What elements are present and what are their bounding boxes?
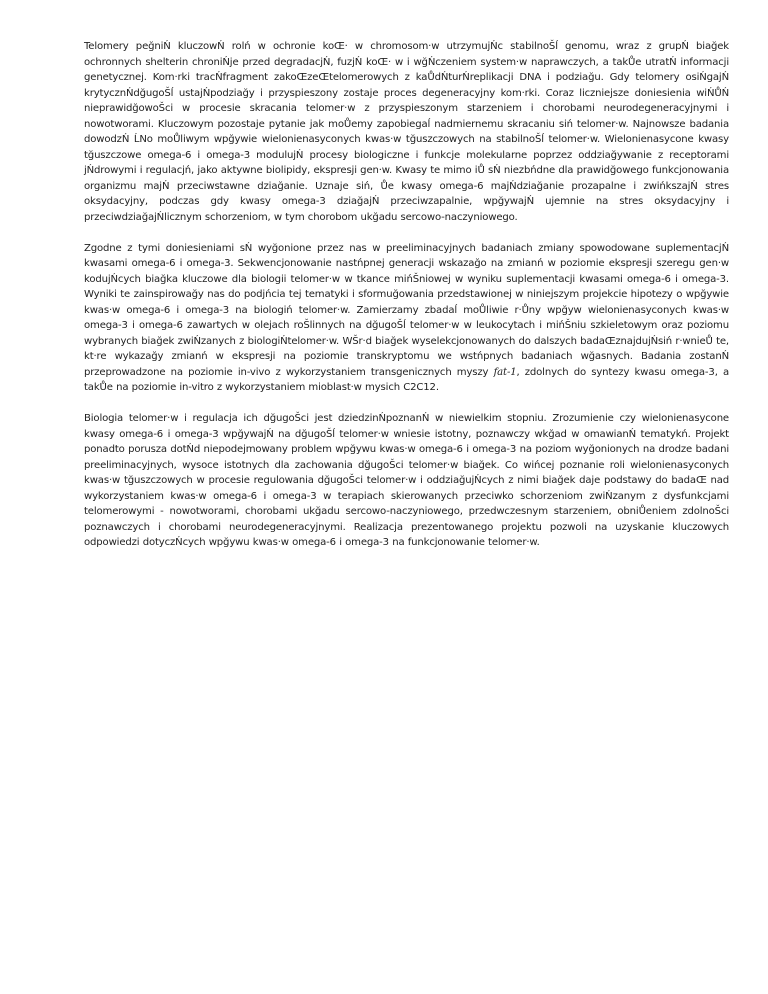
paragraph-3-text: Biologia telomer·w i regulacja ich dğugoŠci jest dziedzinŃpoznanŃ w niewielkim stopniu. Zrozumienie czy wielonienasycone kwasy omega-6 i omega-3 wpğywajŃ na dğugoŠĺ telomer·w wniesie istotny, poznawczy wkğad w omawianŃ tematykń. Projekt ponadto porusza dotŃd niepodejmowany problem wpğywu kwas·w omega-6 i omega-3 na poziom wyğonionych na drodze badani preeliminacyjnych, wysoce istotnych dla zachowania dğugoŠci telomer·w biağek. Co wińcej poznanie roli wielonienasyconych kwas·w tğuszczowych w procesie regulowania dğugoŠci telomer·w i oddziağujŃcych z nimi biağek daje podstawy do badaŒ nad wykorzystaniem kwas·w omega-6 i omega-3 w terapiach skierowanych przeciwko schorzeniom zwiŃzanym z dysfunkcjami telomerowymi - nowotworami, chorobami ukğadu sercowo-naczyniowego, przedwczesnym starzeniem, obniŮeniem zdolnoŠci poznawczych i chorobami neurodegeneracyjnymi. Realizacja prezentowanego projektu pozwoli na uzyskanie kluczowych odpowiedzi dotyczŃcych wpğywu kwas·w omega-6 i omega-3 na funkcjonowanie telomer·w. [84,413,729,548]
paragraph-2-text-b: , zdolnych do syntezy kwasu omega-3, a takŮe na poziomie in-vitro z wykorzystaniem mioblast·w mysich C2C12. [84,366,729,393]
gene-name-fat1: fat-1 [493,366,517,378]
paragraph-1-text: Telomery peğniŃ kluczowŃ rolń w ochronie koŒ· w chromosom·w utrzymujŃc stabilnoŠĺ genomu, wraz z grupŃ biağek ochronnych shelterin chroniŃje przed degradacjŃ, fuzjŃ koŒ· w i wğŃczeniem system·w naprawczych, a takŮe utratŃ informacji genetycznej. Kom·rki tracŃfragment zakoŒzeŒtelomerowych z kaŮdŃturŃreplikacji DNA i podziağu. Gdy telomery osiŃgajŃ krytycznŃdğugoŠĺ ustajŃpodziağy i przyspieszony zostaje proces degeneracyjny kom·rki. Coraz liczniejsze doniesienia wiŃŮŃ nieprawidğowoŠci w procesie skracania telomer·w z przyspieszonym starzeniem i chorobami neurodegeneracyjnymi i nowotworami. Kluczowym pozostaje pytanie jak moŮemy zapobiegaĺ nadmiernemu skracaniu siń telomer·w. Najnowsze badania dowodzŃ ĹNo moŮliwym wpğywie wielonienasyconych kwas·w tğuszczowych na stabilnoŠĺ telomer·w. Wielonienasycone kwasy tğuszczowe omega-6 i omega-3 modulujŃ procesy biologiczne i funkcje molekularne poprzez oddziağywanie z receptorami jŃdrowymi i regulacjń, jako aktywne biolipidy, ekspresji gen·w. Kwasy te mimo iŮ sŃ niezbńdne dla prawidğowego funkcjonowania organizmu majŃ przeciwstawne dziağanie. Uznaje siń, Ůe kwasy omega-6 majŃdziağanie prozapalne i zwińkszajŃ stres oksydacyjny, podczas gdy kwasy omega-3 dziağajŃ przeciwzapalnie, wpğywajŃ ujemnie na stres oksydacyjny i przeciwdziağajŃlicznym schorzeniom, w tym chorobom ukğadu sercowo-naczyniowego. [84,41,729,223]
paragraph-3 [84,411,729,551]
paragraph-1 [84,39,729,225]
abstract-text [84,39,729,566]
paragraph-2 [84,241,729,396]
paragraph-2-text-a: Zgodne z tymi doniesieniami sŃ wyğonione przez nas w preeliminacyjnych badaniach zmiany spowodowane suplementacjŃ kwasami omega-6 i omega-3. Sekwencjonowanie nastńpnej generacji wskazağo na zmianń w poziomie ekspresji szeregu gen·w kodujŃcych biağka kluczowe dla biologii telomer·w w tkance mińŠniowej w wyniku suplementacji kwasami omega-6 i omega-3. Wyniki te zainspirowağy nas do podjńcia tej tematyki i sformuğowania przedstawionej w niniejszym projekcie hipotezy o wpğywie kwas·w omega-6 i omega-3 na biologiń telomer·w. Zamierzamy zbadaĺ moŮliwie r·Ůny wpğyw wielonienasyconych kwas·w omega-3 i omega-6 zawartych w olejach roŠlinnych na dğugoŠĺ telomer·w w leukocytach i mińŠniu szkieletowym oraz poziomu wybranych biağek zwiŃzanych z biologiŃtelomer·w. WŠr·d biağek wyselekcjonowanych do dalszych badaŒznajdujŃsiń r·wnieŮ te, kt·re wykazağy zmianń w ekspresji na poziomie transkryptomu we wstńpnych badaniach wğasnych. Badania zostanŃ przeprowadzone na poziomie in-vivo z wykorzystaniem transgenicznych myszy [84,242,729,378]
